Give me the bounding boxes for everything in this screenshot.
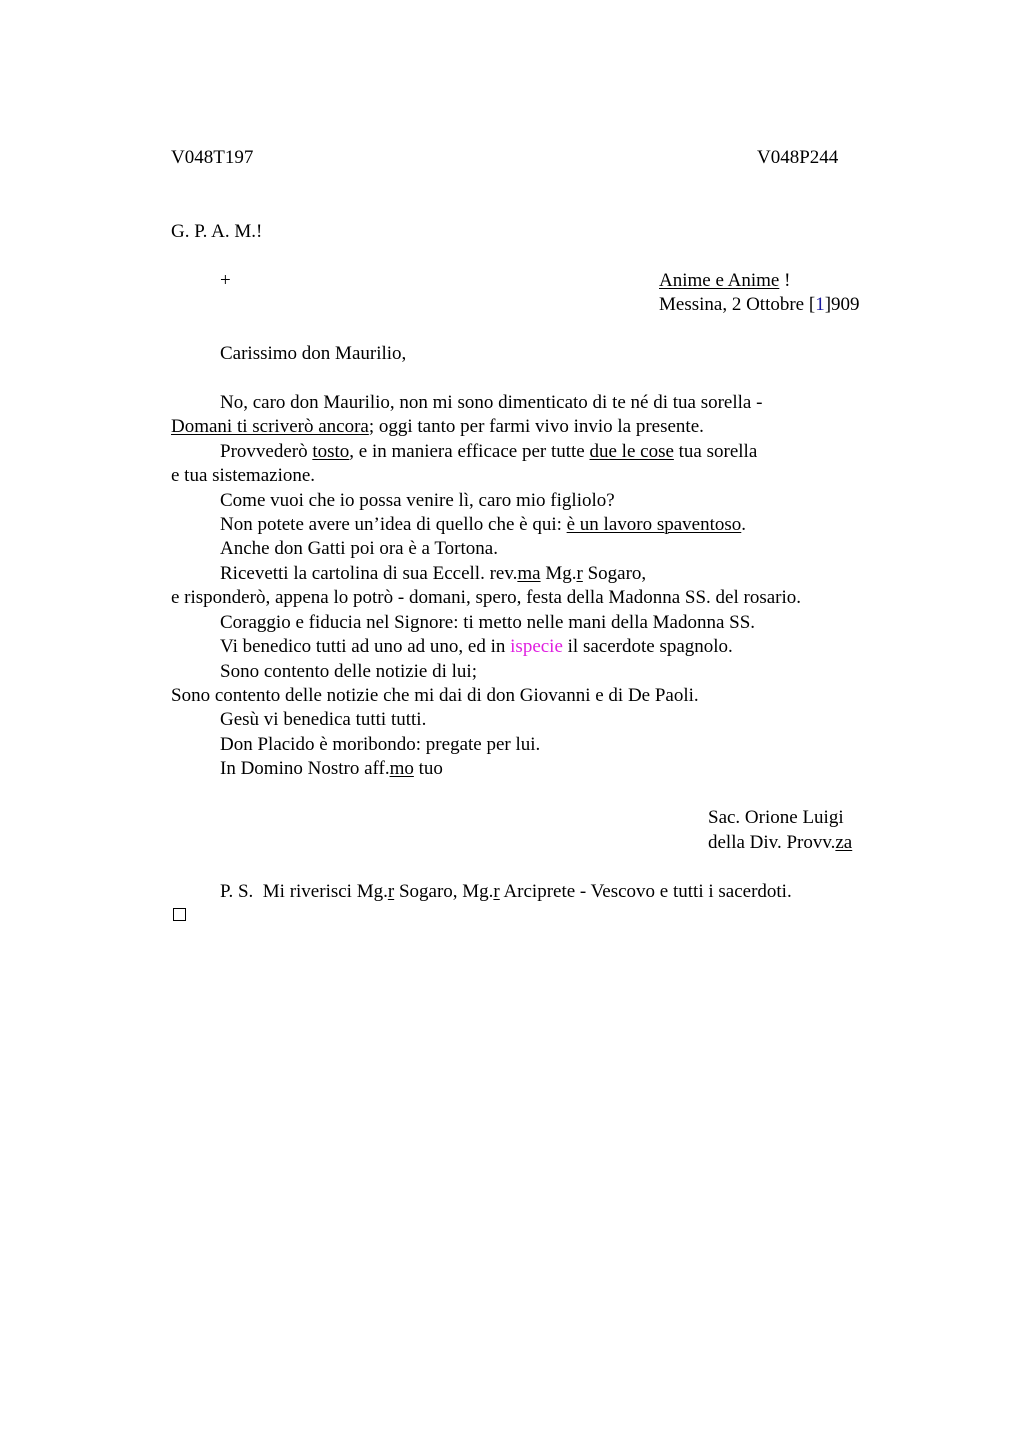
body-text: Sogaro, Mg.: [394, 881, 494, 902]
body-line-8: [220, 562, 646, 586]
body-line-3: [220, 440, 757, 464]
body-line-9: e risponderò, appena lo potrò - domani, spero, festa della Madonna SS. del rosario.: [171, 587, 802, 608]
body-text: .: [741, 514, 747, 535]
body-line-15: Don Placido è moribondo: pregate per lui.: [220, 734, 541, 755]
superscript-abbrev: r: [576, 563, 583, 584]
body-line-13: Sono contento delle notizie che mi dai di don Giovanni e di De Paoli.: [171, 685, 699, 706]
body-text: , e in maniera efficace per tutte: [349, 441, 590, 462]
salutation: Carissimo don Maurilio,: [220, 343, 407, 364]
superscript-abbrev: za: [835, 832, 853, 853]
superscript-abbrev: mo: [389, 758, 414, 779]
body-text: Provvederò: [220, 441, 313, 462]
place-date-year: ]909: [824, 294, 860, 315]
body-text: Vi benedico tutti ad uno ad uno, ed in: [220, 636, 511, 657]
body-line-6: [220, 513, 746, 537]
body-line-11: [220, 635, 733, 659]
place-date-text: Messina, 2 Ottobre [: [659, 294, 816, 315]
body-line-4: e tua sistemazione.: [171, 465, 316, 486]
motto: G. P. A. M.!: [171, 221, 263, 242]
superscript-abbrev: r: [493, 881, 500, 902]
underlined-phrase: due le cose: [589, 441, 674, 462]
superscript-abbrev: r: [387, 881, 395, 902]
body-text: tuo: [413, 758, 443, 779]
body-line-14: Gesù vi benedica tutti tutti.: [220, 709, 427, 730]
body-text: ; oggi tanto per farmi vivo invio la presente.: [368, 416, 704, 437]
body-line-12: Sono contento delle notizie di lui;: [220, 661, 477, 682]
body-text: il sacerdote spagnolo.: [562, 636, 733, 657]
highlighted-word: ispecie: [510, 636, 563, 657]
body-text: Arciprete - Vescovo e tutti i sacerdoti.: [499, 881, 792, 902]
cross-mark: +: [220, 270, 231, 291]
underlined-word: tosto: [312, 441, 350, 462]
place-date: [659, 293, 860, 317]
body-line-10: Coraggio e fiducia nel Signore: ti metto nelle mani della Madonna SS.: [220, 612, 756, 633]
body-text: della Div. Provv.: [708, 832, 836, 853]
signature-congregation: [708, 831, 852, 855]
body-line-1: No, caro don Maurilio, non mi sono dimenticato di te né di tua sorella -: [220, 392, 763, 413]
end-of-letter-box: [173, 908, 186, 921]
editorial-digit: 1: [815, 294, 825, 315]
slogan-mark: !: [784, 270, 791, 291]
superscript-abbrev: ma: [517, 563, 541, 584]
body-text: Non potete avere un’idea di quello che è qui:: [220, 514, 567, 535]
slogan-line: [659, 269, 790, 293]
body-line-7: Anche don Gatti poi ora è a Tortona.: [220, 538, 498, 559]
body-text: P. S. Mi riverisci Mg.: [220, 881, 388, 902]
signature-name: Sac. Orione Luigi: [708, 807, 844, 828]
body-text: Ricevetti la cartolina di sua Eccell. rev.: [220, 563, 518, 584]
underlined-phrase: è un lavoro spaventoso: [566, 514, 742, 535]
body-text: In Domino Nostro aff.: [220, 758, 390, 779]
body-text: Sogaro,: [582, 563, 647, 584]
underlined-phrase: Domani ti scriverò ancora: [171, 416, 369, 437]
body-text: tua sorella: [673, 441, 758, 462]
postscript: [220, 880, 792, 904]
document-code-right: V048P244: [757, 147, 839, 168]
body-line-5: Come vuoi che io possa venire lì, caro mio figliolo?: [220, 490, 615, 511]
body-line-2: [171, 415, 704, 439]
body-line-16: [220, 757, 443, 781]
document-code-left: V048T197: [171, 147, 254, 168]
body-text: Mg.: [540, 563, 577, 584]
slogan: Anime e Anime: [659, 270, 780, 291]
